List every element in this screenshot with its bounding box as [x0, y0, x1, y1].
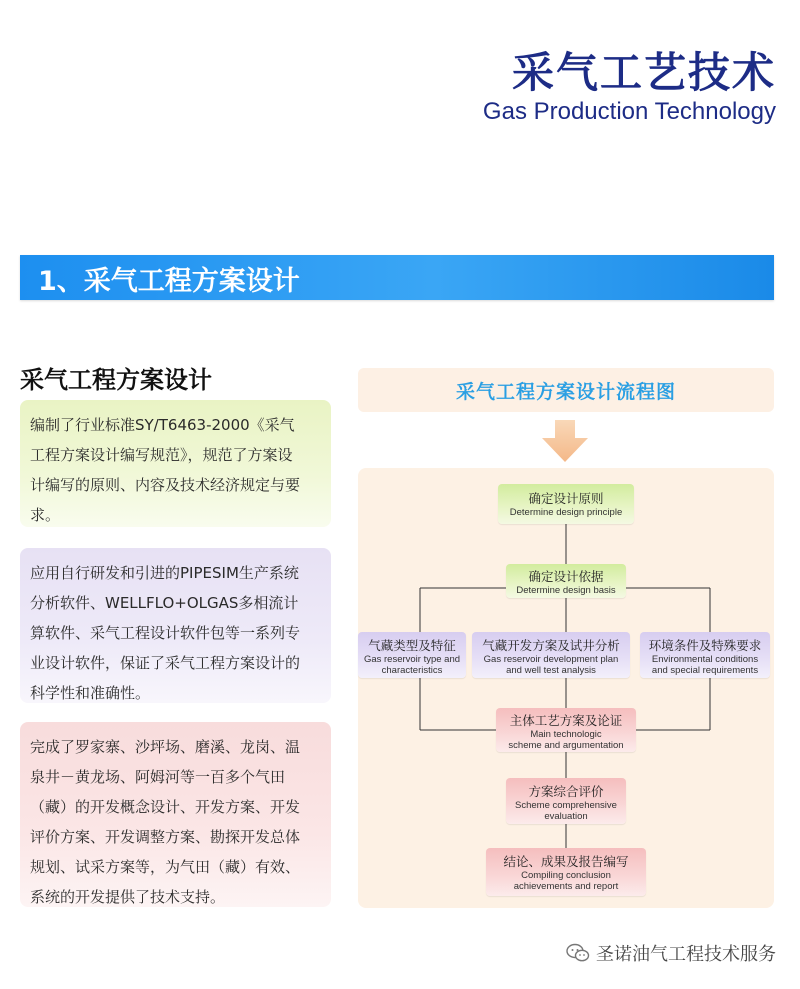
- node-label-zh: 气藏类型及特征: [368, 638, 456, 653]
- flowchart-connectors: [358, 468, 774, 908]
- node-label-en: Determine design basis: [516, 585, 616, 596]
- info-line: 规划、试采方案等，为气田（藏）有效、: [30, 858, 301, 876]
- node-label-zh: 气藏开发方案及试井分析: [482, 638, 620, 653]
- node-label-en: Main technologic: [530, 729, 602, 740]
- node-label-en: achievements and report: [513, 881, 619, 892]
- section-banner: [20, 255, 774, 300]
- section-banner-title: 1、采气工程方案设计: [38, 266, 300, 297]
- info-line: 系统的开发提供了技术支持。: [30, 888, 226, 906]
- left-heading: 采气工程方案设计: [20, 366, 212, 394]
- info-line: 分析软件、WELLFLO+OLGAS多相流计: [30, 594, 299, 612]
- node-design-basis: [506, 564, 626, 598]
- node-label-en: Gas reservoir type and: [363, 654, 461, 665]
- node-label-zh: 环境条件及特殊要求: [648, 638, 762, 653]
- node-label-zh: 确定设计原则: [528, 491, 604, 506]
- info-line: （藏）的开发概念设计、开发方案、开发: [30, 798, 301, 816]
- flowchart-title-panel: [358, 368, 774, 412]
- down-arrow-icon: [540, 418, 590, 464]
- node-label-en: Gas reservoir development plan: [483, 654, 619, 665]
- page-title: 采气工艺技术: [511, 48, 776, 97]
- info-line: 算软件、采气工程设计软件包等一系列专: [30, 624, 301, 642]
- node-reservoir-type: [358, 632, 466, 678]
- node-evaluation: [506, 778, 626, 824]
- page-subtitle: Gas Production Technology: [482, 98, 776, 125]
- node-label-zh: 主体工艺方案及论证: [509, 713, 623, 728]
- watermark: [566, 940, 776, 966]
- node-main-scheme: [496, 708, 636, 752]
- info-line: 评价方案、开发调整方案、勘探开发总体: [30, 828, 301, 846]
- node-label-zh: 结论、成果及报告编写: [503, 854, 629, 869]
- info-line: 完成了罗家寨、沙坪场、磨溪、龙岗、温: [30, 738, 301, 756]
- info-line: 计编写的原则、内容及技术经济规定与要: [30, 476, 301, 494]
- node-label-en: Environmental conditions: [651, 654, 759, 665]
- info-line: 泉井－黄龙场、阿姆河等一百多个气田: [30, 768, 286, 786]
- info-line: 工程方案设计编写规范》，规范了方案设: [30, 446, 293, 464]
- node-label-en: and well test analysis: [506, 665, 596, 676]
- info-line: 编制了行业标准SY/T6463-2000《采气: [30, 416, 295, 434]
- info-line: 业设计软件，保证了采气工程方案设计的: [30, 654, 301, 672]
- node-label-en: Compiling conclusion: [521, 870, 611, 881]
- node-label-en: scheme and argumentation: [508, 740, 624, 751]
- node-label-en: and special requirements: [651, 665, 759, 676]
- node-label-en: Scheme comprehensive: [515, 800, 617, 811]
- node-label-zh: 确定设计依据: [528, 569, 604, 584]
- node-label-zh: 方案综合评价: [528, 784, 604, 799]
- info-line: 求。: [30, 506, 61, 524]
- node-design-principle: [498, 484, 634, 524]
- node-environment: [640, 632, 770, 678]
- flowchart-title: 采气工程方案设计流程图: [455, 381, 676, 403]
- node-label-en: Determine design principle: [509, 507, 623, 518]
- info-line: 科学性和准确性。: [30, 684, 151, 702]
- info-line: 应用自行研发和引进的PIPESIM生产系统: [30, 564, 299, 582]
- wechat-icon: [566, 943, 590, 963]
- flowchart-panel: [358, 468, 774, 908]
- node-label-en: evaluation: [544, 811, 588, 822]
- watermark-text: 圣诺油气工程技术服务: [596, 944, 776, 965]
- info-box-projects: [20, 722, 331, 907]
- node-label-en: characteristics: [381, 665, 443, 676]
- node-development-plan: [472, 632, 630, 678]
- info-box-software: [20, 548, 331, 703]
- node-report: [486, 848, 646, 896]
- info-box-standard: [20, 400, 331, 527]
